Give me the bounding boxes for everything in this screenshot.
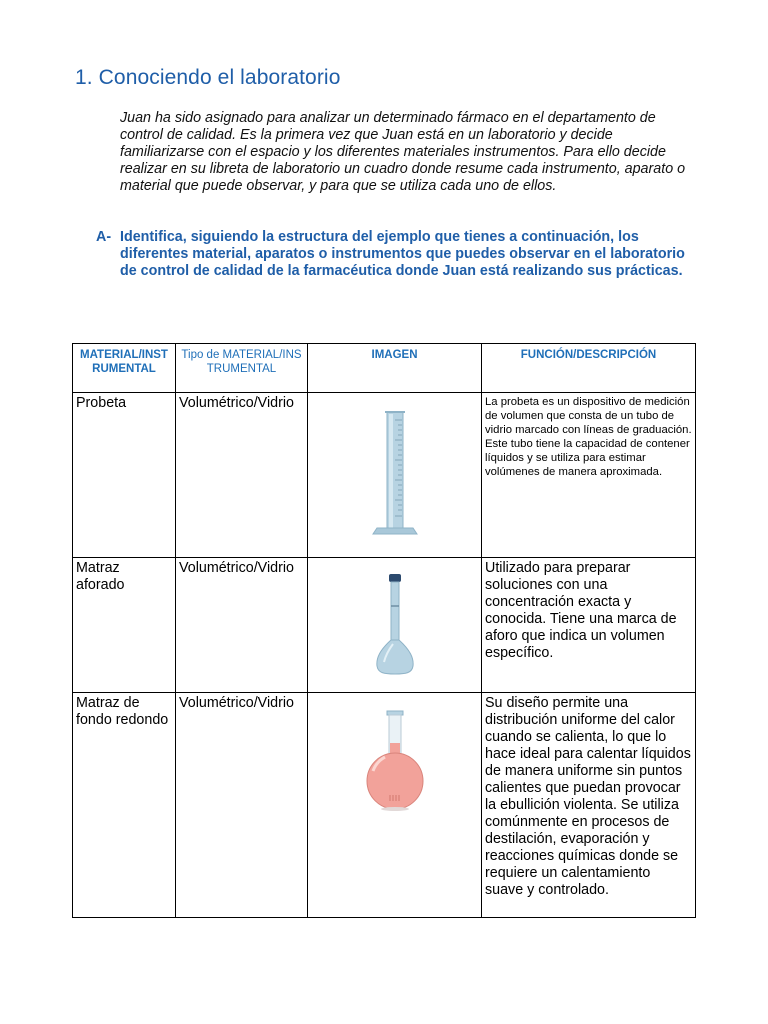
table-row [73, 693, 696, 918]
cell-descripcion: Utilizado para preparar soluciones con una concentración exacta y conocida. Tiene una marca de aforo que indica un volumen específico. [482, 558, 696, 693]
materials-table [72, 343, 696, 918]
cell-material: Probeta [73, 393, 176, 558]
cell-descripcion: Su diseño permite una distribución uniforme del calor cuando se calienta, lo que lo hace ideal para calentar líquidos de manera uniforme sin puntos calientes que puedan provocar la ebullición violenta. Se utiliza comúnmente en procesos de destilación, evaporación y reacciones químicas donde se requiere un calentamiento suave y controlado. [482, 693, 696, 918]
cell-descripcion: La probeta es un dispositivo de medición de volumen que consta de un tubo de vidrio marcado con líneas de graduación. Este tubo tiene la capacidad de contener líquidos y se utiliza para estimar volúmenes de manera aproximada. [482, 393, 696, 558]
cell-tipo: Volumétrico/Vidrio [176, 693, 308, 918]
task-marker: A- [96, 229, 112, 245]
cell-tipo: Volumétrico/Vidrio [176, 393, 308, 558]
cell-material: Matraz aforado [73, 558, 176, 693]
header-tipo: Tipo de MATERIAL/INSTRUMENTAL [176, 344, 308, 393]
round-bottom-flask-icon [308, 693, 482, 918]
header-imagen: IMAGEN [308, 344, 482, 393]
section-heading: 1. Conociendo el laboratorio [75, 66, 341, 89]
volumetric-flask-icon [308, 558, 482, 693]
table-header-row [73, 344, 696, 393]
header-funcion: FUNCIÓN/DESCRIPCIÓN [482, 344, 696, 393]
table-row [73, 393, 696, 558]
header-material: MATERIAL/INSTRUMENTAL [73, 344, 176, 393]
cell-material: Matraz de fondo redondo [73, 693, 176, 918]
task-text: Identifica, siguiendo la estructura del ejemplo que tienes a continuación, los diferentes material, aparatos o instrumentos que puedes observar en el laboratorio de control de calidad de la farmacéutica donde Juan está realizando sus prácticas. [120, 229, 685, 279]
graduated-cylinder-icon [308, 393, 482, 558]
table-row [73, 558, 696, 693]
cell-tipo: Volumétrico/Vidrio [176, 558, 308, 693]
intro-paragraph: Juan ha sido asignado para analizar un determinado fármaco en el departamento de control de calidad. Es la primera vez que Juan está en un laboratorio y decide familiarizarse con el espacio y los diferentes materiales instrumentos. Para ello decide realizar en su libreta de laboratorio un cuadro donde resume cada instrumento, aparato o material que puede observar, y para que se utiliza cada uno de ellos. [120, 110, 686, 194]
